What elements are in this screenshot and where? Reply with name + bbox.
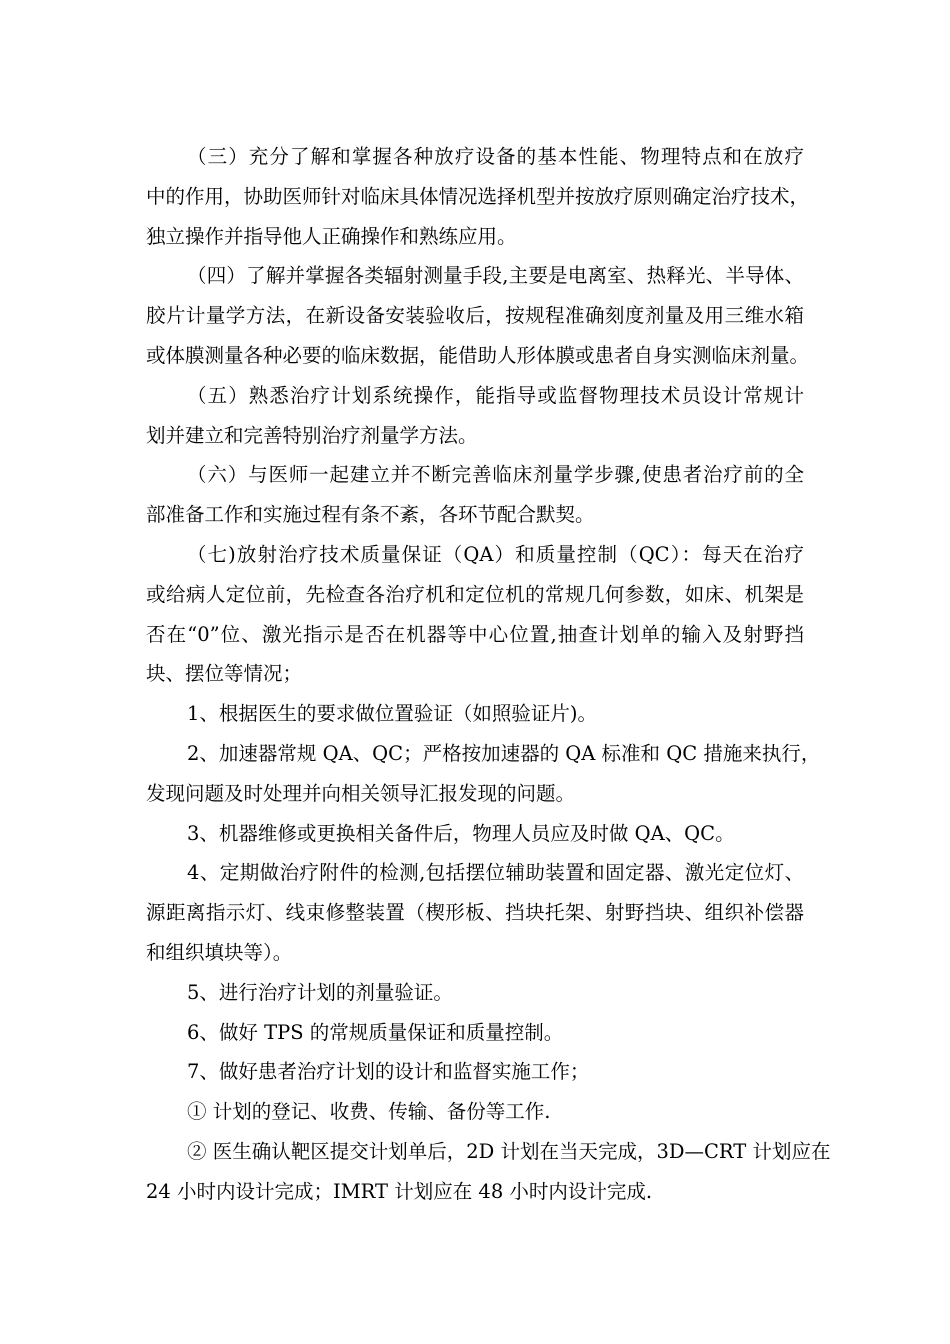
paragraph-6 <box>146 455 804 535</box>
text-line: （七)放射治疗技术质量保证（QA）和质量控制（QC）：每天在治疗 <box>187 542 804 566</box>
text-line: 块、摆位等情况； <box>146 662 303 686</box>
text-line: ① 计划的登记、收费、传输、备份等工作. <box>187 1100 551 1124</box>
text-line: 7、做好患者治疗计划的设计和监督实施工作； <box>187 1060 590 1084</box>
text-line: 部准备工作和实施过程有条不紊，各环节配合默契。 <box>146 503 595 527</box>
text-line: （三）充分了解和掌握各种放疗设备的基本性能、物理特点和在放疗 <box>187 145 804 168</box>
text-line: 划并建立和完善特别治疗剂量学方法。 <box>146 423 478 447</box>
paragraph-4 <box>146 256 810 375</box>
document-body <box>146 137 831 1212</box>
list-item-2 <box>146 734 821 814</box>
text-line: （五）熟悉治疗计划系统操作，能指导或监督物理技术员设计常规计 <box>187 383 804 407</box>
sub-item-2 <box>146 1132 831 1212</box>
list-item-1 <box>146 694 804 734</box>
text-line: 4、定期做治疗附件的检测,包括摆位辅助装置和固定器、激光定位灯、 <box>187 861 804 885</box>
text-line: （四）了解并掌握各类辐射测量手段,主要是电离室、热释光、半导体、 <box>187 264 804 288</box>
list-item-6 <box>146 1013 804 1053</box>
text-line: 1、根据医生的要求做位置验证（如照验证片)。 <box>187 702 598 726</box>
text-line: 和组织填块等）。 <box>146 940 293 964</box>
text-line: ② 医生确认靶区提交计划单后，2D 计划在当天完成，3D—CRT 计划应在 <box>187 1139 831 1163</box>
text-line: 独立操作并指导他人正确操作和熟练应用。 <box>146 224 517 248</box>
text-line: 2、加速器常规 QA、QC；严格按加速器的 QA 标准和 QC 措施来执行， <box>187 741 821 765</box>
paragraph-3 <box>146 137 810 256</box>
text-line: 源距离指示灯、线束修整装置（楔形板、挡块托架、射野挡块、组织补偿器 <box>146 901 804 925</box>
text-line: 6、做好 TPS 的常规质量保证和质量控制。 <box>187 1020 564 1044</box>
text-line: 或给病人定位前，先检查各治疗机和定位机的常规几何参数，如床、机架是 <box>146 582 804 606</box>
list-item-5 <box>146 973 804 1013</box>
paragraph-5 <box>146 376 804 456</box>
text-line: 5、进行治疗计划的剂量验证。 <box>187 980 453 1004</box>
text-line: 否在“0”位、激光指示是否在机器等中心位置,抽查计划单的输入及射野挡 <box>146 622 804 646</box>
text-line: 24 小时内设计完成；IMRT 计划应在 48 小时内设计完成. <box>146 1179 653 1203</box>
sub-item-1 <box>146 1092 804 1132</box>
list-item-7 <box>146 1052 804 1092</box>
paragraph-7 <box>146 535 804 694</box>
text-line: 中的作用，协助医师针对临床具体情况选择机型并按放疗原则确定治疗技术， <box>146 184 810 208</box>
list-item-4 <box>146 853 804 972</box>
text-line: 或体膜测量各种必要的临床数据，能借助人形体膜或患者自身实测临床剂量。 <box>146 343 810 367</box>
text-line: 胶片计量学方法，在新设备安装验收后，按规程准确刻度剂量及用三维水箱 <box>146 304 804 328</box>
list-item-3 <box>146 814 804 854</box>
text-line: （六）与医师一起建立并不断完善临床剂量学步骤,使患者治疗前的全 <box>187 463 804 487</box>
text-line: 发现问题及时处理并向相关领导汇报发现的问题。 <box>146 781 576 805</box>
text-line: 3、机器维修或更换相关备件后，物理人员应及时做 QA、QC。 <box>187 821 735 845</box>
